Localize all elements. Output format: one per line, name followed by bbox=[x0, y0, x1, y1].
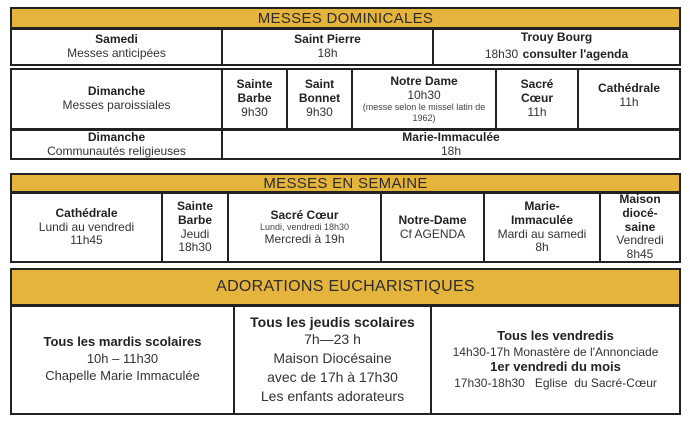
weekday-maison-diocesaine-cell bbox=[601, 194, 679, 261]
weekday-cathedrale-cell bbox=[12, 194, 161, 261]
weekday-sainte-barbe-time: 18h30 bbox=[178, 240, 212, 255]
notre-dame-note: (messe selon le missel latin de 1962) bbox=[362, 102, 486, 123]
cathedrale-time: 11h bbox=[619, 94, 639, 109]
saturday-label-cell bbox=[12, 30, 221, 64]
sunday-parish-label-cell bbox=[12, 70, 221, 128]
fridays-heading: Tous les vendredis bbox=[497, 327, 614, 343]
weekday-masses-title: MESSES EN SEMAINE bbox=[263, 174, 428, 192]
weekday-marie-immaculee-cell bbox=[485, 194, 599, 261]
weekday-sacre-coeur-name: Sacré Cœur bbox=[270, 207, 339, 222]
weekday-maison-day: Vendredi bbox=[616, 233, 664, 248]
weekday-sainte-barbe-name1: Sainte bbox=[176, 198, 213, 213]
saturday-day: Samedi bbox=[95, 32, 138, 47]
saint-bonnet-name2: Bonnet bbox=[298, 91, 341, 106]
adoration-title: ADORATIONS EUCHARISTIQUES bbox=[216, 278, 475, 295]
adoration-tuesdays-cell bbox=[12, 307, 233, 413]
first-friday-heading: 1er vendredi du mois bbox=[490, 359, 621, 374]
cathedrale-cell bbox=[579, 70, 679, 128]
trouy-bourg-name: Trouy Bourg bbox=[520, 29, 593, 44]
saint-pierre-cell bbox=[223, 30, 432, 64]
sunday-desc: Messes paroissiales bbox=[62, 98, 171, 112]
saint-bonnet-time: 9h30 bbox=[306, 104, 333, 119]
saint-bonnet-cell bbox=[288, 70, 351, 128]
thursdays-children: Les enfants adorateurs bbox=[260, 387, 405, 404]
weekday-sacre-coeur-line2: Mercredi à 19h bbox=[264, 231, 345, 246]
weekday-maison-name3: saine bbox=[624, 219, 656, 234]
saint-pierre-time: 18h bbox=[317, 46, 338, 60]
sainte-barbe-name2: Barbe bbox=[237, 91, 272, 106]
notre-dame-time: 10h30 bbox=[407, 87, 441, 102]
weekday-cathedrale-time: 11h45 bbox=[70, 233, 103, 248]
weekday-sainte-barbe-day: Jeudi bbox=[180, 226, 210, 241]
notre-dame-cell bbox=[353, 70, 495, 128]
agenda-link[interactable]: consulter l'agenda bbox=[522, 46, 629, 61]
communities-desc: Communautés religieuses bbox=[47, 143, 186, 158]
thursdays-children-time: avec de 17h à 17h30 bbox=[267, 369, 398, 386]
adoration-thursdays-cell bbox=[235, 307, 430, 413]
fridays-monastery: 14h30-17h Monastère de l'Annonciade bbox=[452, 344, 659, 359]
sacre-coeur-time: 11h bbox=[527, 104, 547, 119]
weekday-sacre-coeur-cell bbox=[229, 194, 380, 261]
notre-dame-name: Notre Dame bbox=[390, 73, 458, 88]
weekday-marie-immaculee-time: 8h bbox=[535, 240, 549, 255]
marie-immaculee-cell bbox=[223, 130, 679, 159]
sainte-barbe-cell bbox=[223, 70, 286, 128]
sainte-barbe-time: 9h30 bbox=[241, 104, 268, 119]
weekday-notre-dame-name: Notre-Dame bbox=[398, 212, 467, 227]
weekday-cathedrale-days: Lundi au vendredi bbox=[38, 219, 135, 234]
weekday-maison-time: 8h45 bbox=[626, 247, 654, 262]
sunday-day: Dimanche bbox=[87, 84, 146, 99]
communities-day: Dimanche bbox=[87, 129, 146, 144]
weekday-maison-name1: Maison bbox=[619, 192, 661, 207]
weekday-marie-immaculee-name2: Immaculée bbox=[510, 212, 574, 227]
weekday-notre-dame-agenda: Cf AGENDA bbox=[399, 226, 466, 241]
trouy-bourg-time: 18h30 bbox=[484, 46, 519, 61]
sainte-barbe-name1: Sainte bbox=[236, 77, 273, 92]
thursdays-time: 7h—23 h bbox=[304, 331, 361, 348]
sunday-masses-title: MESSES DOMINICALES bbox=[257, 9, 434, 27]
adoration-header bbox=[10, 268, 681, 306]
saint-pierre-name: Saint Pierre bbox=[294, 32, 361, 47]
weekday-maison-name2: diocé- bbox=[622, 205, 658, 220]
weekday-masses-header bbox=[10, 173, 681, 193]
saturday-desc: Messes anticipées bbox=[67, 46, 166, 60]
communities-label-cell bbox=[12, 130, 221, 159]
weekday-sainte-barbe-name2: Barbe bbox=[177, 212, 212, 227]
tuesdays-time: 10h – 11h30 bbox=[86, 350, 159, 366]
saint-bonnet-name1: Saint bbox=[304, 77, 335, 92]
adoration-fridays-cell bbox=[432, 307, 679, 413]
weekday-marie-immaculee-name1: Marie- bbox=[524, 198, 560, 213]
marie-immaculee-name: Marie-Immaculée bbox=[402, 129, 500, 144]
cathedrale-name: Cathédrale bbox=[597, 81, 661, 95]
sacre-coeur-name2: Cœur bbox=[521, 91, 553, 106]
weekday-sainte-barbe-cell bbox=[163, 194, 227, 261]
sunday-masses-header bbox=[10, 7, 681, 29]
trouy-bourg-cell bbox=[434, 30, 679, 64]
marie-immaculee-time: 18h bbox=[440, 143, 462, 158]
weekday-cathedrale-name: Cathédrale bbox=[55, 205, 118, 220]
thursdays-heading: Tous les jeudis scolaires bbox=[250, 314, 415, 331]
tuesdays-heading: Tous les mardis scolaires bbox=[43, 333, 202, 349]
first-friday-church: 17h30-18h30 Eglise du Sacré-Cœur bbox=[454, 375, 657, 390]
weekday-sacre-coeur-line1: Lundi, vendredi 18h30 bbox=[259, 222, 350, 233]
sacre-coeur-name1: Sacré bbox=[520, 77, 554, 92]
thursdays-place: Maison Diocésaine bbox=[273, 350, 392, 367]
sacre-coeur-cell bbox=[497, 70, 577, 128]
weekday-marie-immaculee-days: Mardi au samedi bbox=[497, 226, 587, 241]
weekday-notre-dame-cell bbox=[382, 194, 483, 261]
tuesdays-place: Chapelle Marie Immaculée bbox=[45, 368, 200, 384]
